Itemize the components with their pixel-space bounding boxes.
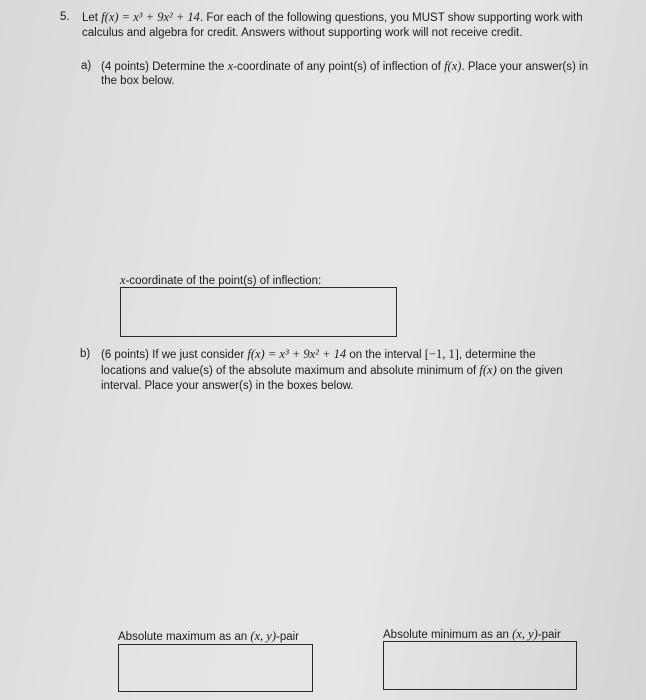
part-b-interval: [−1, 1] (424, 347, 459, 361)
max-label-pair: (x, y) (250, 629, 276, 643)
min-answer-label (383, 627, 561, 642)
part-a-letter: a) (81, 60, 92, 72)
max-label-text: Absolute maximum as an (118, 631, 251, 643)
part-a-fx: f(x) (444, 59, 462, 73)
intro-text-b: . For each of the following questions, you MUST show supporting work with (199, 12, 583, 24)
part-b-line-1 (101, 347, 536, 362)
problem-number: 5. (60, 11, 70, 23)
intro-text-a: Let (82, 12, 102, 24)
part-b-fx: f(x) (479, 363, 497, 377)
part-b-text-e: on the given (496, 365, 563, 377)
inflection-label-text: -coordinate of the point(s) of inflection: (125, 275, 322, 287)
part-b-letter: b) (80, 348, 91, 360)
problem-intro-line-2: calculus and algebra for credit. Answers without supporting work will not receive credit. (82, 27, 523, 39)
min-label-text: Absolute minimum as an (383, 629, 513, 641)
part-b-text-d: locations and value(s) of the absolute maximum and absolute minimum of (101, 365, 480, 377)
part-a-text-a: (4 points) Determine the (101, 61, 228, 73)
min-label-suffix: -pair (537, 629, 561, 641)
max-answer-box[interactable] (118, 644, 313, 692)
part-b-line-2 (101, 363, 563, 378)
part-a-text-c: . Place your answer(s) in (461, 61, 588, 73)
problem-intro-line-1 (82, 10, 583, 25)
max-answer-label (118, 629, 299, 644)
part-b-line-3: interval. Place your answer(s) in the boxes below. (101, 380, 354, 392)
max-label-suffix: -pair (275, 631, 299, 643)
part-a-line-1 (101, 59, 588, 74)
inflection-answer-box[interactable] (120, 287, 397, 337)
part-b-text-a: (6 points) If we just consider (101, 349, 248, 361)
min-label-pair: (x, y) (512, 627, 538, 641)
part-a-line-2: the box below. (101, 75, 175, 87)
part-a-x: x (227, 59, 234, 73)
part-b-text-b: on the interval (346, 349, 425, 361)
inflection-answer-label (120, 273, 321, 288)
min-answer-box[interactable] (383, 641, 577, 690)
part-a-text-b: -coordinate of any point(s) of inflection of (233, 61, 445, 73)
part-b-function: f(x) = x³ + 9x² + 14 (247, 347, 347, 361)
inflection-label-x: x (120, 273, 126, 287)
part-b-text-c: , determine the (458, 349, 536, 361)
function-definition: f(x) = x³ + 9x² + 14 (101, 10, 200, 24)
